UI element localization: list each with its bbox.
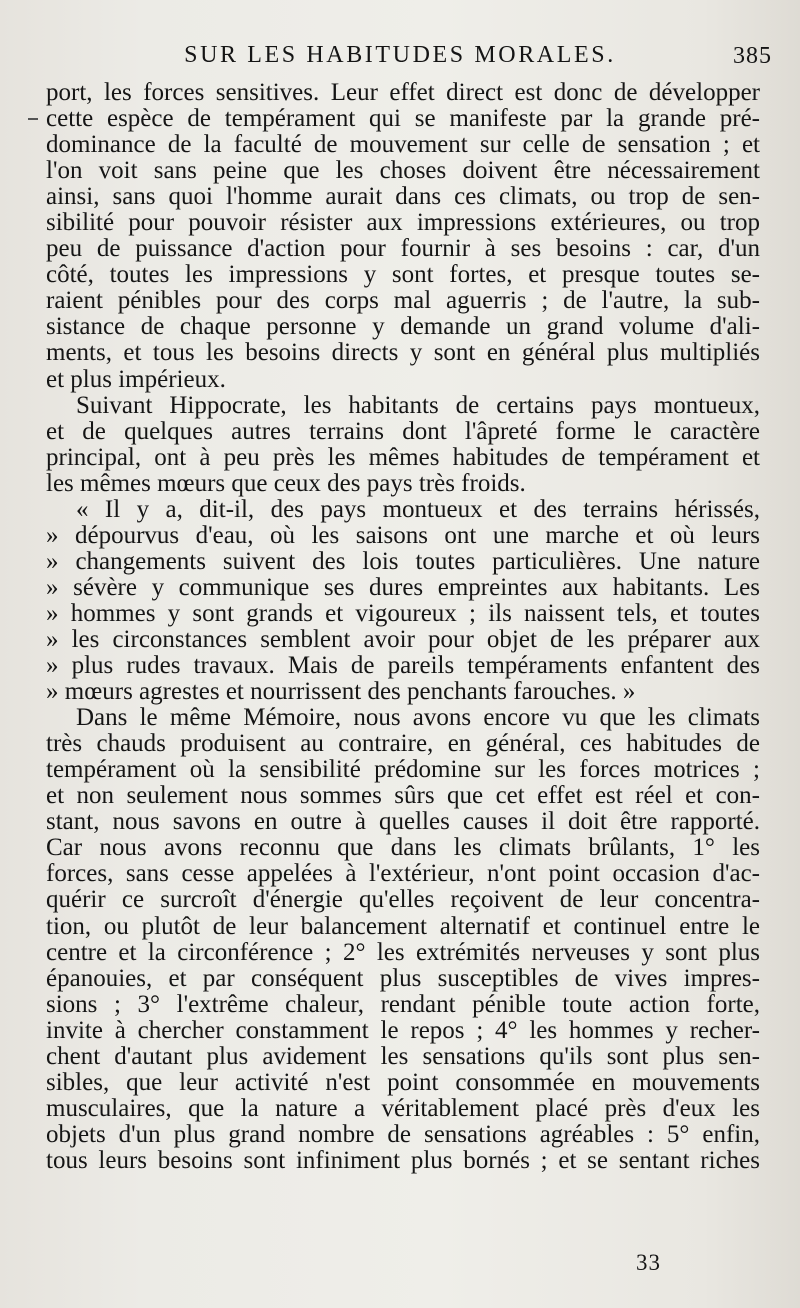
text-line: chent d'autant plus avidement les sensations qu'ils sont plus sen- (46, 1042, 760, 1070)
margin-mark (28, 118, 38, 120)
text-line: cette espèce de tempérament qui se manifeste par la grande pré- (46, 105, 760, 133)
quote-line: » mœurs agrestes et nourrissent des penchants farouches. » (46, 678, 636, 706)
text-line: raient pénibles pour des corps mal aguerris ; de l'autre, la sub- (46, 287, 760, 315)
text-line: Car nous avons reconnu que dans les climats brûlants, 1° les (46, 834, 760, 862)
quote-line: » les circonstances semblent avoir pour objet de les préparer aux (46, 625, 760, 653)
text-line: épanouies, et par conséquent plus susceptibles de vives impres- (46, 964, 760, 992)
text-line: peu de puissance d'action pour fournir à ses besoins : car, d'un (46, 235, 760, 263)
text-line: tion, ou plutôt de leur balancement alternatif et continuel entre le (46, 912, 760, 940)
text-line: quérir ce surcroît d'énergie qu'elles reçoivent de leur concentra- (46, 886, 760, 914)
text-line: dominance de la faculté de mouvement sur celle de sensation ; et (46, 131, 760, 159)
text-line: Dans le même Mémoire, nous avons encore vu que les climats (76, 704, 760, 732)
text-line: et plus impérieux. (46, 365, 226, 393)
text-line: tempérament où la sensibilité prédomine sur les forces motrices ; (46, 756, 760, 784)
text-line: côté, toutes les impressions y sont fortes, et presque toutes se- (46, 261, 760, 289)
text-line: objets d'un plus grand nombre de sensations agréables : 5° enfin, (46, 1120, 760, 1148)
quote-line: » plus rudes travaux. Mais de pareils tempéraments enfantent des (46, 652, 760, 680)
quote-line: » sévère y communique ses dures empreintes aux habitants. Les (46, 573, 760, 601)
text-line: et de quelques autres terrains dont l'âpreté forme le caractère (46, 417, 760, 445)
text-line: forces, sans cesse appelées à l'extérieur, n'ont point occasion d'ac- (46, 860, 760, 888)
text-line: sibles, que leur activité n'est point consommée en mouvements (46, 1068, 760, 1096)
text-line: stant, nous savons en outre à quelles causes il doit être rapporté. (46, 808, 760, 836)
text-line: sistance de chaque personne y demande un grand volume d'ali- (46, 313, 760, 341)
quote-line: « Il y a, dit-il, des pays montueux et des terrains hérissés, (76, 495, 760, 523)
text-line: principal, ont à peu près les mêmes habitudes de tempérament et (46, 443, 760, 471)
quote-line: » hommes y sont grands et vigoureux ; ils naissent tels, et toutes (46, 599, 760, 627)
text-line: et non seulement nous sommes sûrs que cet effet est réel et con- (46, 782, 760, 810)
text-line: sibilité pour pouvoir résister aux impressions extérieures, ou trop (46, 209, 760, 237)
text-line: les mêmes mœurs que ceux des pays très froids. (46, 469, 526, 497)
text-line: très chauds produisent au contraire, en général, ces habitudes de (46, 730, 760, 758)
text-line: ainsi, sans quoi l'homme aurait dans ces climats, ou trop de sen- (46, 183, 760, 211)
quote-line: » dépourvus d'eau, où les saisons ont une marche et où leurs (46, 521, 760, 549)
text-line: musculaires, que la nature a véritablement placé près d'eux les (46, 1094, 760, 1122)
quote-line: » changements suivent des lois toutes particulières. Une nature (46, 547, 760, 575)
text-line: ments, et tous les besoins directs y sont en général plus multipliés (46, 339, 760, 367)
text-line: invite à chercher constamment le repos ; 4° les hommes y recher- (46, 1016, 760, 1044)
text-line: centre et la circonférence ; 2° les extrémités nerveuses y sont plus (46, 938, 760, 966)
page-number: 385 (733, 43, 772, 69)
text-line: tous leurs besoins sont infiniment plus bornés ; et se sentant riches (46, 1146, 760, 1174)
text-line: Suivant Hippocrate, les habitants de certains pays montueux, (76, 391, 760, 419)
signature-number: 33 (636, 1250, 661, 1275)
body-text (46, 80, 760, 1174)
text-line: port, les forces sensitives. Leur effet direct est donc de développer (46, 79, 760, 106)
text-line: sions ; 3° l'extrême chaleur, rendant pénible toute action forte, (46, 990, 760, 1018)
running-head (40, 38, 772, 74)
text-line: l'on voit sans peine que les choses doivent être nécessairement (46, 157, 760, 185)
running-title: SUR LES HABITUDES MORALES. (184, 42, 616, 68)
